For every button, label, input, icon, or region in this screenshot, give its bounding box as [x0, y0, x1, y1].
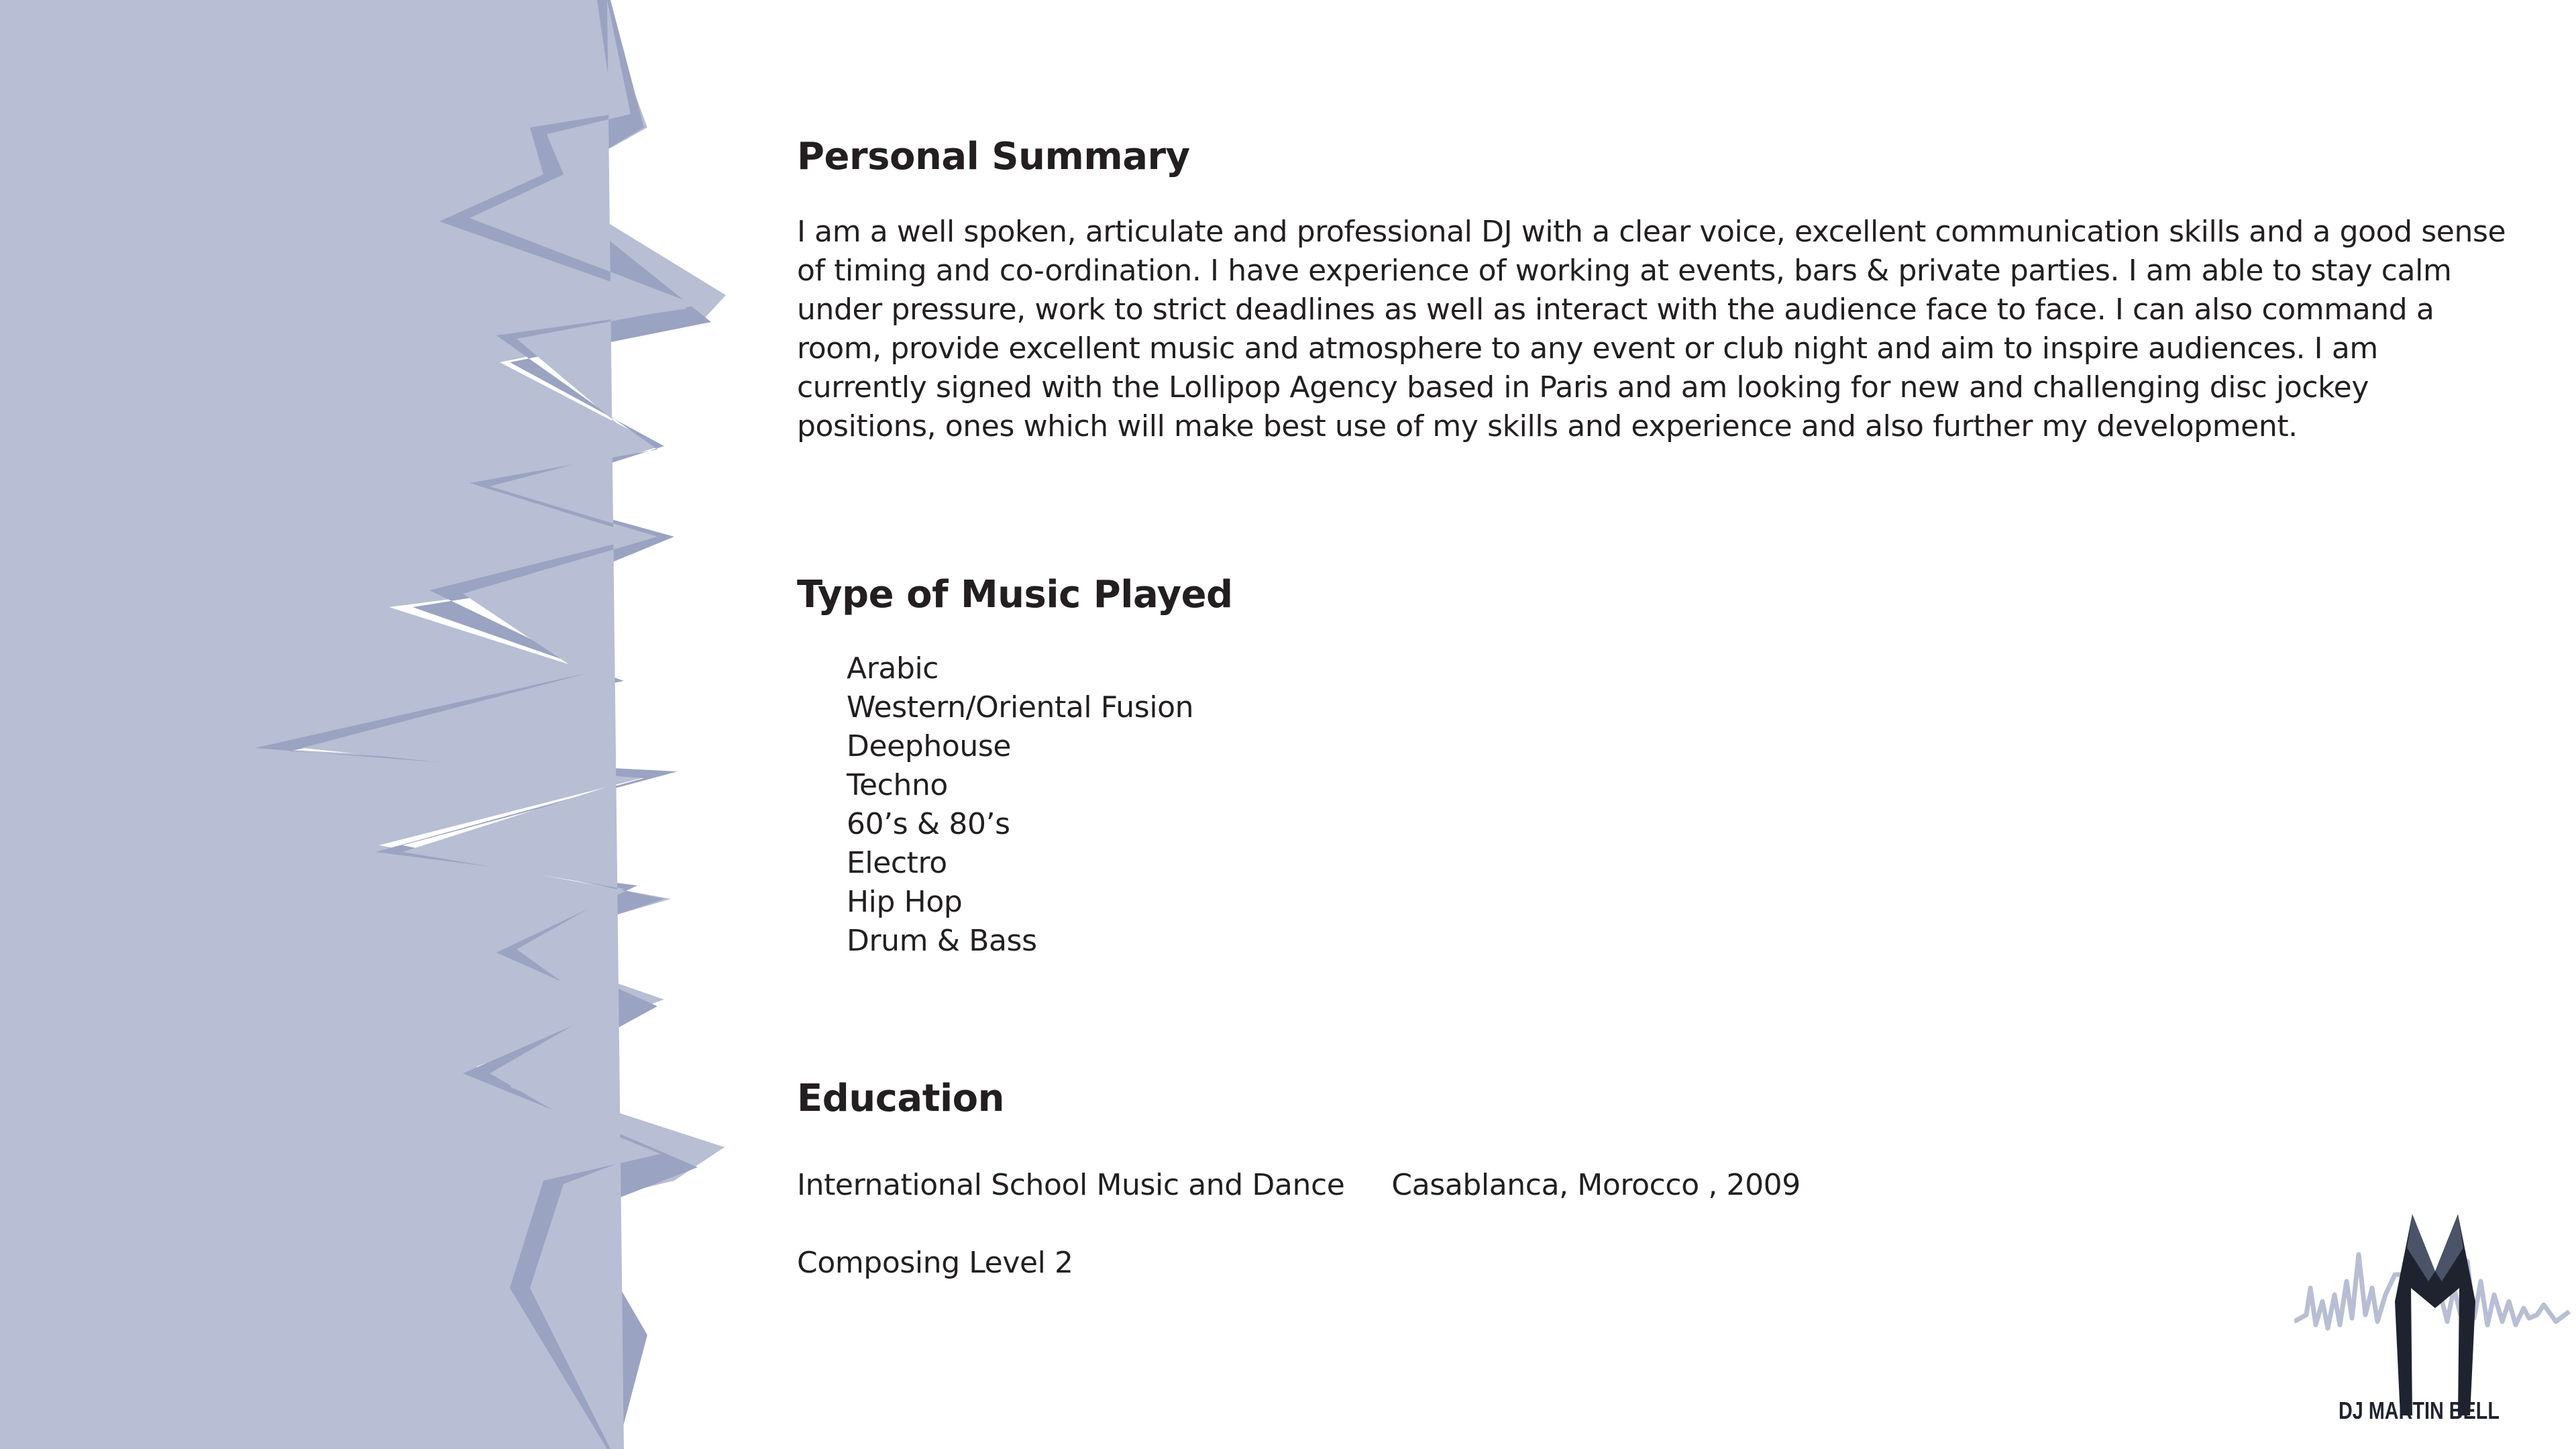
soundwave-decoration-icon	[0, 0, 738, 1449]
music-genre-list	[847, 649, 2514, 961]
list-item: Techno	[847, 768, 948, 803]
list-item: Drum & Bass	[847, 924, 1037, 959]
education-school: International School Music and Dance	[797, 1167, 1345, 1202]
list-item: Electro	[847, 846, 947, 881]
personal-summary-text: I am a well spoken, articulate and professional DJ with a clear voice, excellent communication skills and a good sense of timing and co-ordination. I have experience of working at events, bars & private parties. I am able to stay calm under pressure, work to strict deadlines as well as interact with the audience face to face. I can also command a room, provide excellent music and atmosphere to any event or club night and aim to inspire audiences. I am currently signed with the Lollipop Agency based in Paris and am looking for new and challenging disc jockey positions, ones which will make best use of my skills and experience and also further my development.	[797, 215, 2506, 444]
list-item: Hip Hop	[847, 885, 963, 920]
personal-summary-heading: Personal Summary	[797, 135, 1190, 178]
education-location-year: Casablanca, Morocco , 2009	[1391, 1167, 1801, 1202]
resume-content	[797, 134, 2514, 1283]
education-course: Composing Level 2	[797, 1245, 1073, 1280]
list-item: Arabic	[847, 651, 939, 686]
education-entry	[797, 1166, 2514, 1205]
list-item: Deephouse	[847, 729, 1012, 764]
list-item: Western/Oriental Fusion	[847, 690, 1194, 725]
logo-text: DJ MARTIN BELL	[2339, 1397, 2500, 1424]
list-item: 60’s & 80’s	[847, 807, 1010, 842]
education-heading: Education	[797, 1077, 1004, 1121]
music-type-heading: Type of Music Played	[797, 573, 1233, 617]
